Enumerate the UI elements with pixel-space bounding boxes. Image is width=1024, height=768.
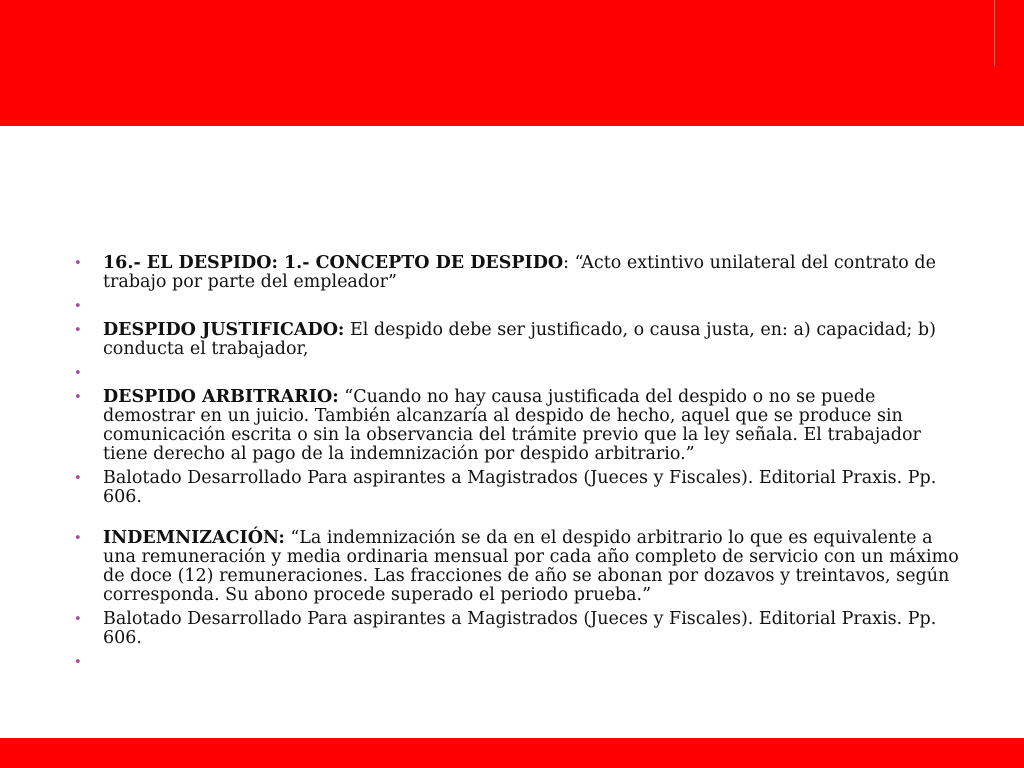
bullet-item-reference [74, 610, 966, 648]
item-text: El despido debe ser justificado, o causa justa, en: a) capacidad; b) conducta el trabajador, [103, 320, 936, 359]
bullet-list [74, 254, 966, 672]
item-text: “Cuando no hay causa justificada del despido o no se puede demostrar en un juicio. También alcanzaría al despido de hecho, aquel que se produce sin comunicación escrita o sin la observancia del trámite previo que la ley señala. El trabajador tiene derecho al pago de la indemnización por despido arbitrario.” [103, 387, 921, 464]
item-text: Balotado Desarrollado Para aspirantes a Magistrados (Jueces y Fiscales). Editorial Praxis. Pp. 606. [103, 609, 937, 648]
item-text: Balotado Desarrollado Para aspirantes a Magistrados (Jueces y Fiscales). Editorial Praxis. Pp. 606. [103, 468, 937, 507]
bullet-item-indemnizacion [74, 529, 966, 605]
bullet-item-despido-justificado [74, 321, 966, 359]
bullet-item-despido-concepto [74, 254, 966, 292]
bullet-item-reference [74, 469, 966, 507]
bullet-item-empty [74, 297, 966, 316]
item-text: “La indemnización se da en el despido arbitrario lo que es equivalente a una remuneración y media ordinaria mensual por cada año completo de servicio con un máximo de doce (12) remuneraciones. Las fracciones de año se abonan por dozavos y treintavos, según corresponda. Su abono procede superado el periodo prueba.” [103, 528, 959, 605]
item-label: INDEMNIZACIÓN: [103, 528, 285, 548]
slide-body [74, 254, 966, 677]
bullet-item-empty [74, 364, 966, 383]
item-label: DESPIDO ARBITRARIO: [103, 387, 339, 407]
item-label: 16.- EL DESPIDO: 1.- CONCEPTO DE DESPIDO [103, 253, 564, 273]
bottom-red-band [0, 738, 1024, 768]
top-red-band [0, 0, 1024, 126]
band-divider-line [994, 0, 995, 66]
bullet-item-empty [74, 653, 966, 672]
bullet-item-despido-arbitrario [74, 388, 966, 464]
item-label: DESPIDO JUSTIFICADO: [103, 320, 345, 340]
item-text: : “Acto extintivo unilateral del contrato de trabajo por parte del empleador” [103, 253, 936, 292]
